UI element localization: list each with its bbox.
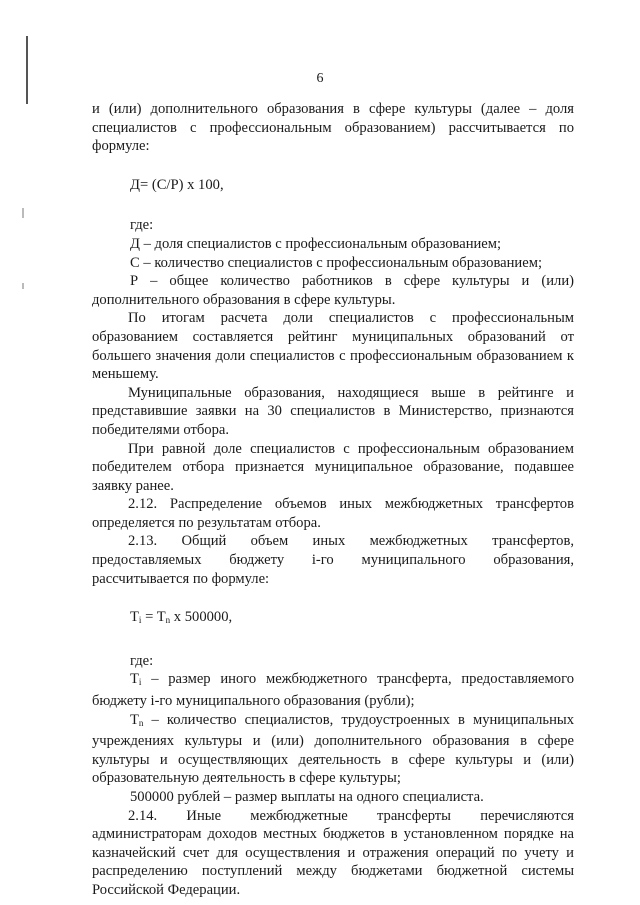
paragraph: Муниципальные образования, находящиеся выше в рейтинге и представившие заявки на 30 специалистов в Министерство, признаются победителями отбора.	[92, 384, 574, 438]
scan-margin-tick	[22, 283, 24, 289]
definition-item: $T_i$ – размер иного межбюджетного трансферта, предоставляемого бюджету i-го муниципального образования (рубли);	[92, 671, 574, 710]
definition-item: С – количество специалистов с профессиональным образованием;	[130, 254, 543, 271]
paragraph: При равной доле специалистов с профессиональным образованием победителем отбора признается муниципальное образование, подавшее заявку ранее.	[92, 440, 574, 494]
definition-item: $T_n$ – количество специалистов, трудоустроенных в муниципальных учреждениях культуры и (или) дополнительного образования в сфере культуры и осуществляющих деятельность в сфере культуры и (или) образовательную деятельность в сфере культуры;	[92, 711, 574, 787]
document-body	[92, 100, 574, 900]
clause-2-13: 2.13. Общий объем иных межбюджетных трансфертов, предоставляемых бюджету i-го муниципального образования, рассчитывается по формуле:	[92, 533, 574, 587]
definition-item: 500000 рублей – размер выплаты на одного специалиста.	[130, 789, 484, 805]
clause-2-12: 2.12. Распределение объемов иных межбюджетных трансфертов определяется по результатам отбора.	[92, 496, 574, 531]
where-label: где:	[130, 217, 154, 234]
formula-share: Д= (С/Р) х 100,	[130, 176, 224, 193]
page-number: 6	[316, 71, 324, 86]
definition-item: Д – доля специалистов с профессиональным образованием;	[130, 235, 502, 252]
paragraph: и (или) дополнительного образования в сфере культуры (далее – доля специалистов с профессиональным образованием) рассчитывается по формуле:	[92, 101, 574, 155]
where-label: где:	[130, 652, 154, 669]
formula-transfer: $T_i = T_n$ х 500000,	[130, 609, 233, 626]
scan-margin-line	[26, 36, 28, 104]
scan-margin-tick	[22, 208, 24, 218]
definition-item: Р – общее количество работников в сфере культуры и (или) дополнительного образования в сфере культуры.	[92, 273, 574, 308]
clause-2-14: 2.14. Иные межбюджетные трансферты перечисляются администраторам доходов местных бюджетов в установленном порядке на казначейский счет для осуществления и отражения операций по учету и распределению поступлений между бюджетами бюджетной системы Российской Федерации.	[92, 807, 574, 898]
paragraph: По итогам расчета доли специалистов с профессиональным образованием составляется рейтинг муниципальных образований от большего значения доли специалистов с профессиональным образованием к меньшему.	[92, 310, 574, 383]
